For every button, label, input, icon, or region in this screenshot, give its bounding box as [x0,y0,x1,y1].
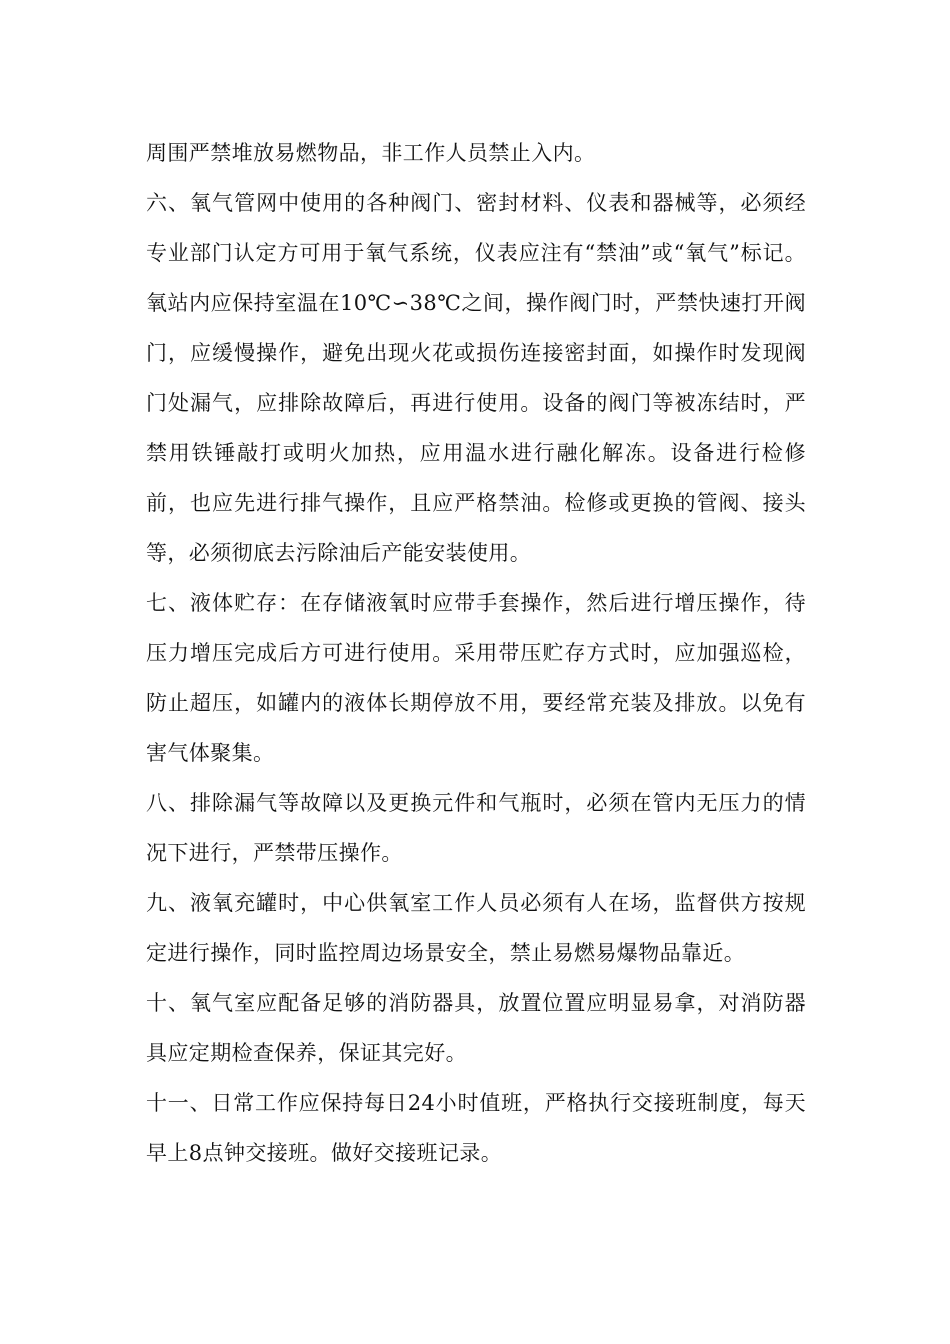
paragraph-item-11: 十一、日常工作应保持每日24小时值班，严格执行交接班制度，每天早上8点钟交接班。做好交接班记录。 [146,1091,806,1165]
paragraph-item-9: 九、液氧充罐时，中心供氧室工作人员必须有人在场，监督供方按规定进行操作，同时监控周边场景安全，禁止易燃易爆物品靠近。 [146,891,806,965]
paragraph-item-10: 十、氧气室应配备足够的消防器具，放置位置应明显易拿，对消防器具应定期检查保养，保证其完好。 [146,991,806,1065]
document-body [146,128,806,1178]
paragraph-item-6: 六、氧气管网中使用的各种阀门、密封材料、仪表和器械等，必须经专业部门认定方可用于氧气系统，仪表应注有“禁油”或“氧气”标记。氧站内应保持室温在10℃∽38℃之间，操作阀门时，严禁快速打开阀门，应缓慢操作，避免出现火花或损伤连接密封面，如操作时发现阀门处漏气，应排除故障后，再进行使用。设备的阀门等被冻结时，严禁用铁锤敲打或明火加热，应用温水进行融化解冻。设备进行检修前，也应先进行排气操作，且应严格禁油。检修或更换的管阀、接头等，必须彻底去污除油后产能安装使用。 [146,191,806,565]
paragraph-continuation: 周围严禁堆放易燃物品，非工作人员禁止入内。 [146,141,596,165]
paragraph-item-7: 七、液体贮存：在存储液氧时应带手套操作，然后进行增压操作，待压力增压完成后方可进行使用。采用带压贮存方式时，应加强巡检，防止超压，如罐内的液体长期停放不用，要经常充装及排放。以免有害气体聚集。 [146,591,806,765]
paragraph-item-8: 八、排除漏气等故障以及更换元件和气瓶时，必须在管内无压力的情况下进行，严禁带压操作。 [146,791,806,865]
